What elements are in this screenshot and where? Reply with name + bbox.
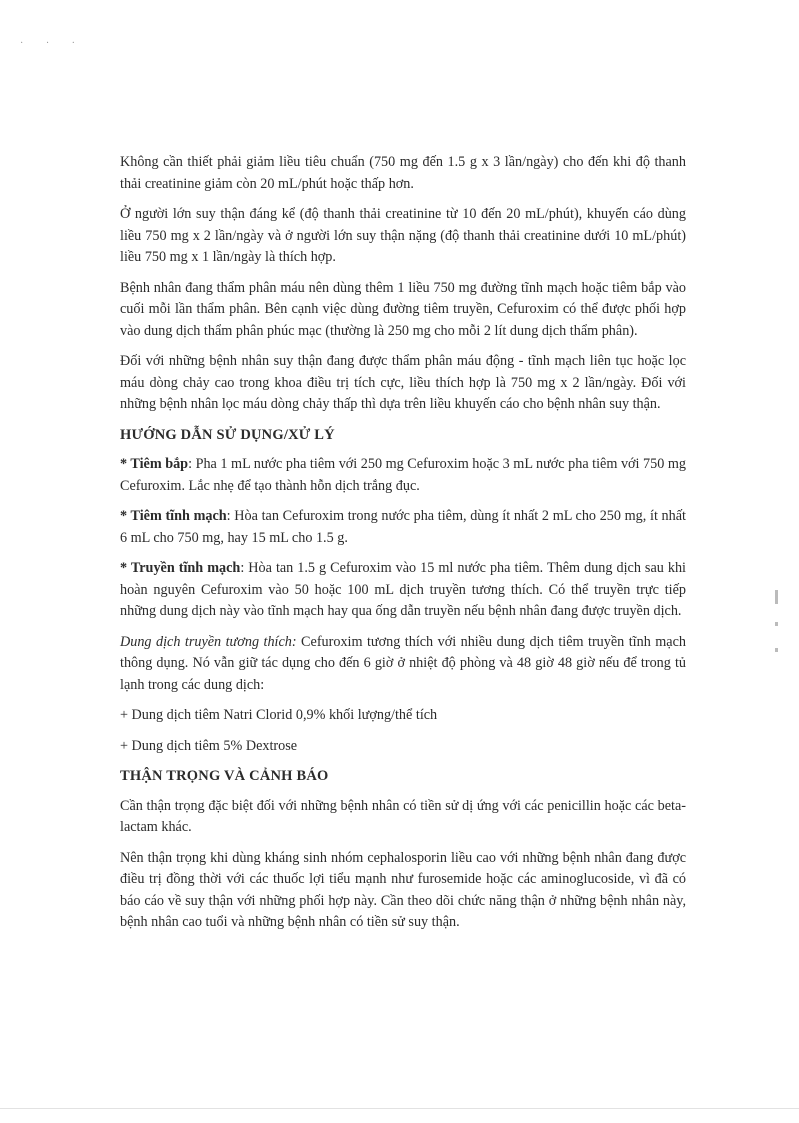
paragraph: Cần thận trọng đặc biệt đối với những bệnh nhân có tiền sử dị ứng với các penicillin hoặc các beta-lactam khác.: [120, 797, 686, 835]
scan-edge-mark: [775, 648, 778, 652]
label-intravenous: * Tiêm tĩnh mạch: [120, 508, 227, 524]
paragraph: Nên thận trọng khi dùng kháng sinh nhóm cephalosporin liều cao với những bệnh nhân đang được điều trị đồng thời với các thuốc lợi tiểu mạnh như furosemide hoặc các aminoglucoside, vì đã có báo cáo về suy thận với những phối hợp này. Cần theo dõi chức năng thận ở những bệnh nhân này, bệnh nhân cao tuổi và những bệnh nhân có tiền sử suy thận.: [120, 849, 686, 930]
paragraph-compatible-solutions: [120, 632, 686, 697]
text-intravenous: : Hòa tan Cefuroxim trong nước pha tiêm, dùng ít nhất 2 mL cho 250 mg, ít nhất 6 mL cho 750 mg, hay 15 mL cho 1.5 g.: [120, 508, 686, 546]
label-infusion: * Truyền tĩnh mạch: [120, 560, 241, 576]
text-infusion: : Hòa tan 1.5 g Cefuroxim vào 15 ml nước pha tiêm. Thêm dung dịch sau khi hoàn nguyên Cefuroxim vào 50 hoặc 100 mL dịch truyền tương thích. Có thể truyền trực tiếp những dung dịch này vào tĩnh mạch hay qua ống dẫn truyền nếu bệnh nhân đang được truyền dịch.: [120, 560, 686, 619]
paragraph: Bệnh nhân đang thẩm phân máu nên dùng thêm 1 liều 750 mg đường tĩnh mạch hoặc tiêm bắp vào cuối mỗi lần thẩm phân. Bên cạnh việc dùng đường tiêm truyền, Cefuroxim có thể được phối hợp vào dung dịch thẩm phân phúc mạc (thường là 250 mg cho mỗi 2 lít dung dịch thẩm phân).: [120, 279, 686, 339]
paragraph-infusion: [120, 558, 686, 623]
scan-bottom-line: [0, 1108, 799, 1109]
scan-edge-mark: [775, 622, 778, 626]
text-intramuscular: : Pha 1 mL nước pha tiêm với 250 mg Cefuroxim hoặc 3 mL nước pha tiêm với 750 mg Cefuroxim. Lắc nhẹ để tạo thành hỗn dịch trắng đục.: [120, 456, 686, 494]
label-compatible-solutions: Dung dịch truyền tương thích:: [120, 633, 297, 650]
list-item: + Dung dịch tiêm 5% Dextrose: [120, 737, 298, 754]
section-heading-usage: HƯỚNG DẪN SỬ DỤNG/XỬ LÝ: [120, 426, 335, 443]
paragraph: Không cần thiết phải giảm liều tiêu chuẩn (750 mg đến 1.5 g x 3 lần/ngày) cho đến khi độ thanh thải creatinine giảm còn 20 mL/phút hoặc thấp hơn.: [120, 154, 686, 192]
paragraph: Đối với những bệnh nhân suy thận đang được thẩm phân máu động - tĩnh mạch liên tục hoặc lọc máu dòng chảy cao trong khoa điều trị tích cực, liều thích hợp là 750 mg x 2 lần/ngày. Đối với những bệnh nhân lọc máu dòng chảy thấp thì dựa trên liều khuyến cáo cho bệnh nhân suy thận.: [120, 353, 686, 412]
document-body: [120, 152, 686, 943]
list-item: + Dung dịch tiêm Natri Clorid 0,9% khối lượng/thể tích: [120, 707, 438, 723]
label-intramuscular: * Tiêm bắp: [120, 456, 189, 472]
scan-edge-mark: [775, 590, 778, 604]
paragraph-intravenous: [120, 506, 686, 549]
section-heading-caution: THẬN TRỌNG VÀ CẢNH BÁO: [120, 768, 329, 784]
paragraph: Ở người lớn suy thận đáng kể (độ thanh thải creatinine từ 10 đến 20 mL/phút), khuyến cáo dùng liều 750 mg x 2 lần/ngày và ở người lớn suy thận nặng (độ thanh thải creatinine dưới 10 mL/phút) liều 750 mg x 1 lần/ngày là thích hợp.: [120, 206, 686, 265]
scan-specks: · · ·: [20, 38, 85, 49]
text-compatible-solutions: Cefuroxim tương thích với nhiều dung dịch tiêm truyền tĩnh mạch thông dụng. Nó vẫn giữ tác dụng cho đến 6 giờ ở nhiệt độ phòng và 48 giờ 48 giờ nếu để trong tủ lạnh trong các dung dịch:: [120, 633, 686, 693]
paragraph-intramuscular: [120, 454, 686, 497]
